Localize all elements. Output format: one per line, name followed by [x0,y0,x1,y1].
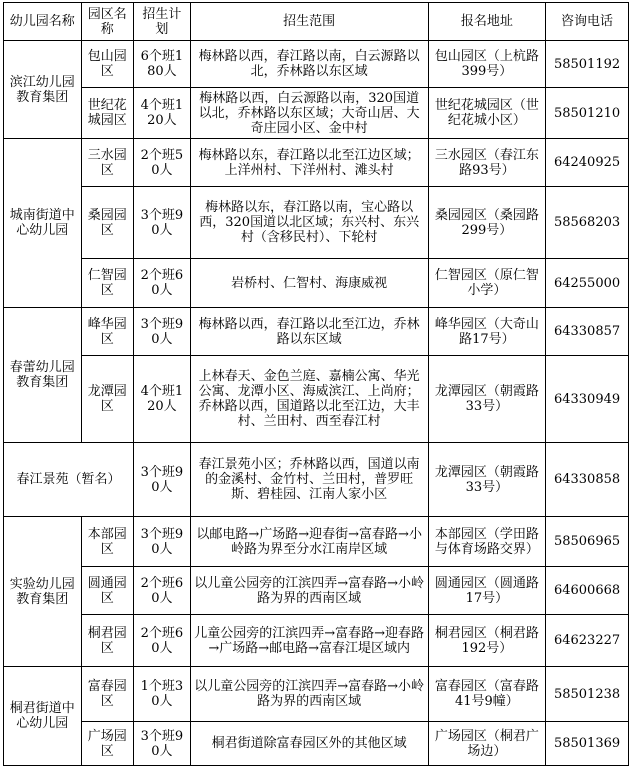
enroll-plan: 3个班90人 [134,187,191,259]
enroll-plan: 2个班50人 [134,139,191,187]
phone-number: 64600668 [546,567,629,615]
table-row [4,567,629,615]
table-row [4,517,629,567]
campus-name: 富春园区 [81,667,133,722]
enroll-range: 春江景苑小区；乔林路以西，国道以南的金溪村、金竹村、兰田村，普罗旺斯、碧桂园、江南人家小区 [190,443,428,517]
campus-name: 广场园区 [81,722,133,766]
enroll-plan: 3个班90人 [134,443,191,517]
group-name: 春蕾幼儿园教育集团 [4,308,82,443]
signup-address: 本部园区（学田路与体育场路交界） [428,517,545,567]
signup-address: 龙潭园区（朝霞路33号） [428,356,545,443]
header-phone: 咨询电话 [546,3,629,41]
enroll-range: 以儿童公园旁的江滨四弄→富春路→小岭路为界的西南区域 [190,667,428,722]
campus-name: 世纪花城园区 [81,88,133,139]
phone-number: 58506965 [546,517,629,567]
phone-number: 64330858 [546,443,629,517]
enroll-range: 儿童公园旁的江滨四弄→富春路→迎春路→广场路→邮电路→富春江堤区域内 [190,615,428,667]
campus-name: 三水园区 [81,139,133,187]
signup-address: 桑园园区（桑园路299号） [428,187,545,259]
phone-number: 58501210 [546,88,629,139]
enroll-range: 岩桥村、仁智村、海康威视 [190,259,428,308]
enroll-plan: 4个班120人 [134,356,191,443]
table-row [4,259,629,308]
table-row [4,722,629,766]
campus-name: 龙潭园区 [81,356,133,443]
table-row [4,308,629,356]
group-name: 桐君街道中心幼儿园 [4,667,82,766]
header-address: 报名地址 [428,3,545,41]
signup-address: 包山园区（上杭路399号） [428,41,545,88]
group-name: 滨江幼儿园教育集团 [4,41,82,139]
enroll-range: 梅林路以西，白云源路以南，320国道以北，乔林路以东区域；大奇山居、大奇庄园小区、金中村 [190,88,428,139]
table-row [4,356,629,443]
signup-address: 世纪花城园区（世纪花城小区） [428,88,545,139]
signup-address: 广场园区（桐君广场边） [428,722,545,766]
enroll-range: 梅林路以西，春江路以北至江边，乔林路以东区域 [190,308,428,356]
phone-number: 64330857 [546,308,629,356]
signup-address: 三水园区（春江东路93号） [428,139,545,187]
campus-name: 桐君园区 [81,615,133,667]
enroll-plan: 3个班90人 [134,308,191,356]
table-row [4,187,629,259]
signup-address: 龙潭园区（朝霞路33号） [428,443,545,517]
signup-address: 峰华园区（大奇山路17号） [428,308,545,356]
table-row [4,41,629,88]
phone-number: 64623227 [546,615,629,667]
enroll-plan: 1个班30人 [134,667,191,722]
table-row [4,88,629,139]
enroll-range: 桐君街道除富春园区外的其他区域 [190,722,428,766]
campus-name: 包山园区 [81,41,133,88]
enroll-range: 梅林路以东，春江路以北至江边区域；上洋州村、下洋州村、滩头村 [190,139,428,187]
header-group: 幼儿园名称 [4,3,82,41]
header-row [4,3,629,41]
enroll-range: 以儿童公园旁的江滨四弄→富春路→小岭路为界的西南区域 [190,567,428,615]
campus-name: 桑园园区 [81,187,133,259]
campus-name: 圆通园区 [81,567,133,615]
enroll-range: 梅林路以西，春江路以南，白云源路以北，乔林路以东区域 [190,41,428,88]
enroll-plan: 2个班60人 [134,567,191,615]
enroll-range: 以邮电路→广场路→迎春街→富春路→小岭路为界至分水江南岸区域 [190,517,428,567]
group-name: 实验幼儿园教育集团 [4,517,82,667]
signup-address: 圆通园区（圆通路17号） [428,567,545,615]
enroll-plan: 6个班180人 [134,41,191,88]
enroll-range: 梅林路以东，春江路以南，宝心路以西，320国道以北区域；东兴村、东兴村（含移民村）、下轮村 [190,187,428,259]
phone-number: 58501369 [546,722,629,766]
campus-name: 峰华园区 [81,308,133,356]
table-row [4,667,629,722]
table-row [4,615,629,667]
table-row [4,443,629,517]
phone-number: 58501192 [546,41,629,88]
enrollment-table [3,2,629,766]
campus-name: 本部园区 [81,517,133,567]
phone-number: 64240925 [546,139,629,187]
signup-address: 富春园区（富春路41号9幢） [428,667,545,722]
signup-address: 桐君园区（桐君路192号） [428,615,545,667]
phone-number: 64255000 [546,259,629,308]
header-range: 招生范围 [190,3,428,41]
enroll-plan: 2个班60人 [134,615,191,667]
enroll-plan: 4个班120人 [134,88,191,139]
enroll-plan: 3个班90人 [134,722,191,766]
phone-number: 58568203 [546,187,629,259]
phone-number: 64330949 [546,356,629,443]
phone-number: 58501238 [546,667,629,722]
header-campus: 园区名称 [81,3,133,41]
group-name: 春江景苑（暂名） [4,443,134,517]
header-plan: 招生计划 [134,3,191,41]
enroll-range: 上林春天、金色兰庭、嘉楠公寓、华光公寓、龙潭小区、海威滨江、上尚府；乔林路以西，国道路以北至江边，大丰村、兰田村、西至春江村 [190,356,428,443]
signup-address: 仁智园区（原仁智小学） [428,259,545,308]
enroll-plan: 3个班90人 [134,517,191,567]
table-row [4,139,629,187]
enroll-plan: 2个班60人 [134,259,191,308]
group-name: 城南街道中心幼儿园 [4,139,82,308]
campus-name: 仁智园区 [81,259,133,308]
